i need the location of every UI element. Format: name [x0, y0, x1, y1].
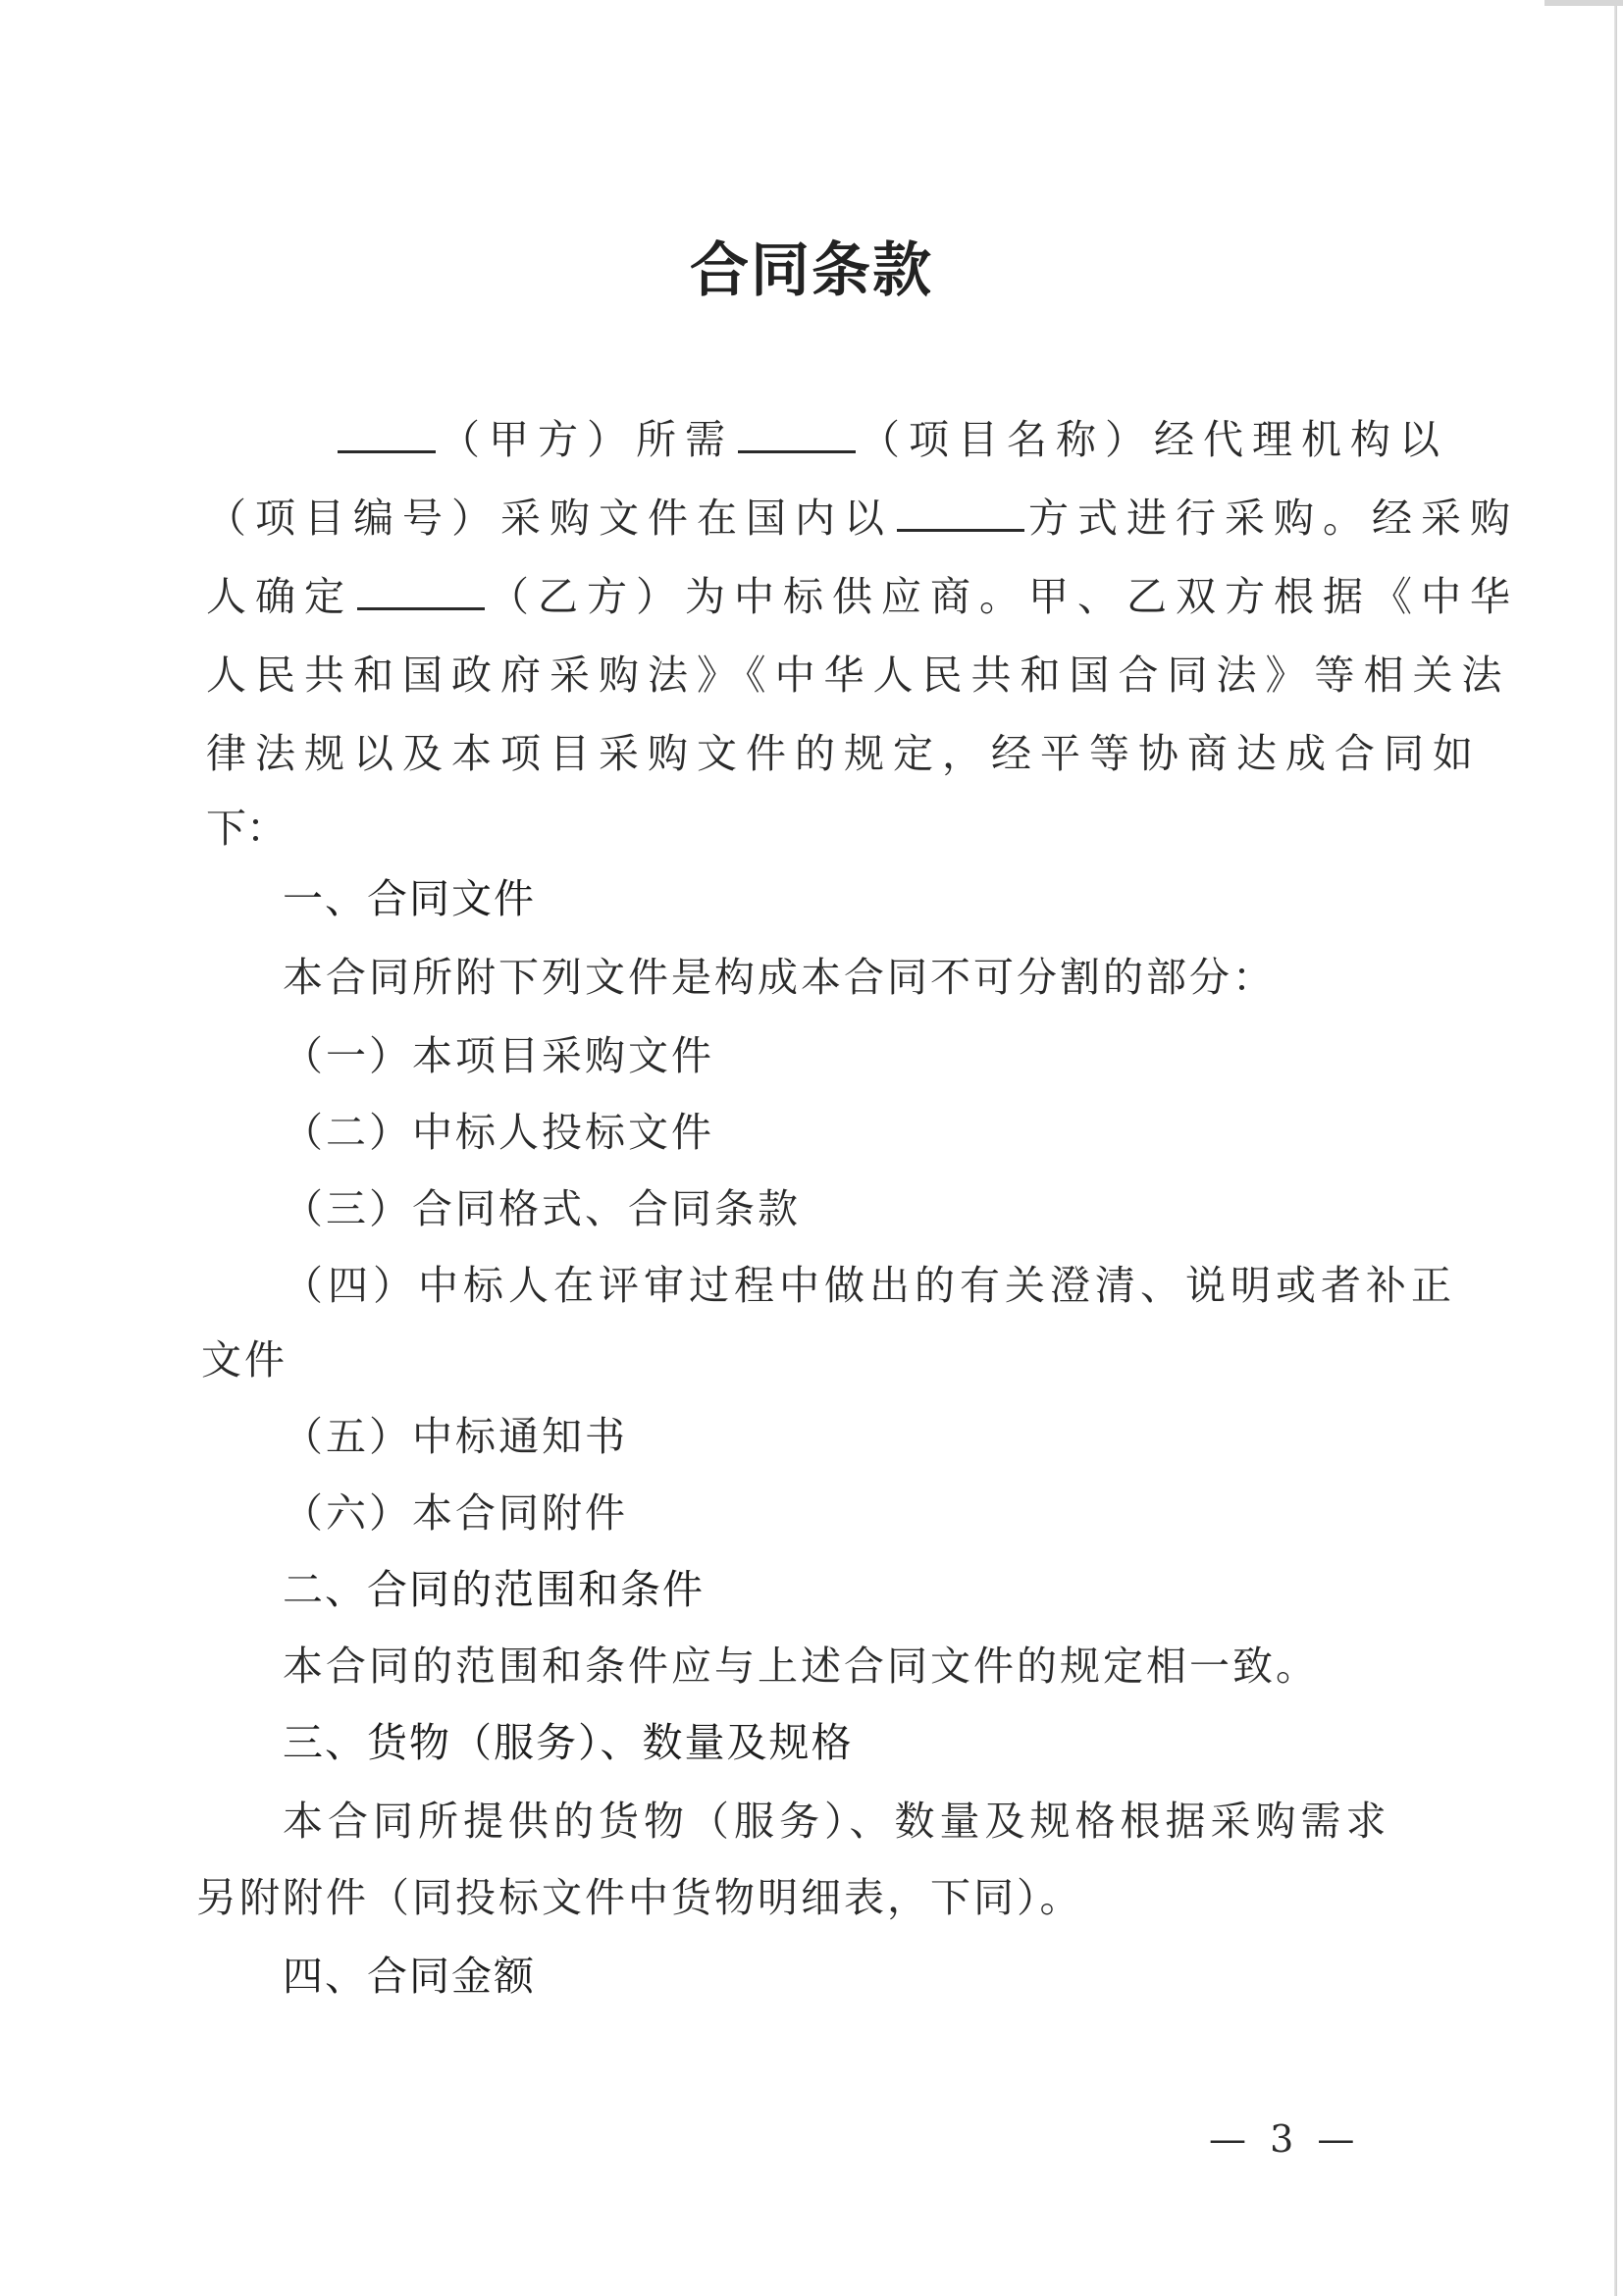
section-4-heading: 四、合同金额 [283, 1953, 536, 2000]
intro-line-1 [334, 410, 1448, 469]
section-2-heading: 二、合同的范围和条件 [283, 1566, 705, 1613]
section-1-item-2: （二）中标人投标文件 [283, 1109, 714, 1156]
section-1-heading: 一、合同文件 [283, 875, 536, 922]
intro-line-5: 律法规以及本项目采购文件的规定，经平等协商达成合同如 [206, 730, 1482, 777]
section-1-item-1: （一）本项目采购文件 [283, 1032, 714, 1079]
section-3-text-line-2: 另附附件（同投标文件中货物明细表，下同）。 [196, 1874, 1083, 1921]
intro-line-2-text-a: （项目编号）采购文件在国内以 [206, 495, 893, 542]
intro-line-4: 人民共和国政府采购法》《中华人民共和国合同法》等相关法 [206, 652, 1511, 699]
intro-line-2-text-b: 方式进行采购。经采购 [1028, 495, 1519, 542]
intro-line-1-text-a: （甲方）所需 [440, 416, 734, 463]
section-1-item-3: （三）合同格式、合同条款 [283, 1185, 801, 1232]
blank-party-b [357, 568, 485, 610]
section-1-item-4-line-1: （四）中标人在评审过程中做出的有关澄清、说明或者补正 [283, 1262, 1456, 1309]
scan-edge [1614, 0, 1617, 2296]
blank-project-name [738, 411, 856, 453]
intro-line-3 [206, 567, 1519, 626]
intro-line-2 [206, 489, 1519, 548]
section-3-heading: 三、货物（服务）、数量及规格 [283, 1719, 854, 1766]
section-1-item-5: （五）中标通知书 [283, 1413, 628, 1460]
section-3-text-line-1: 本合同所提供的货物（服务）、数量及规格根据采购需求 [283, 1798, 1391, 1845]
page-number: — 3 — [1209, 2117, 1361, 2161]
scan-edge-top [1544, 0, 1623, 6]
intro-line-3-text-b: （乙方）为中标供应商。甲、乙双方根据《中华 [489, 573, 1519, 620]
section-1-item-6: （六）本合同附件 [283, 1489, 628, 1537]
intro-line-1-text-b: （项目名称）经代理机构以 [860, 416, 1448, 463]
blank-procurement-method [897, 490, 1024, 532]
section-1-item-4-line-2: 文件 [201, 1336, 288, 1383]
page-title: 合同条款 [690, 236, 933, 305]
section-1-text: 本合同所附下列文件是构成本合同不可分割的部分： [283, 954, 1276, 1001]
blank-party-a [338, 411, 436, 453]
intro-line-6: 下： [206, 805, 287, 852]
section-2-text: 本合同的范围和条件应与上述合同文件的规定相一致。 [283, 1643, 1319, 1690]
intro-line-3-text-a: 人确定 [206, 573, 353, 620]
